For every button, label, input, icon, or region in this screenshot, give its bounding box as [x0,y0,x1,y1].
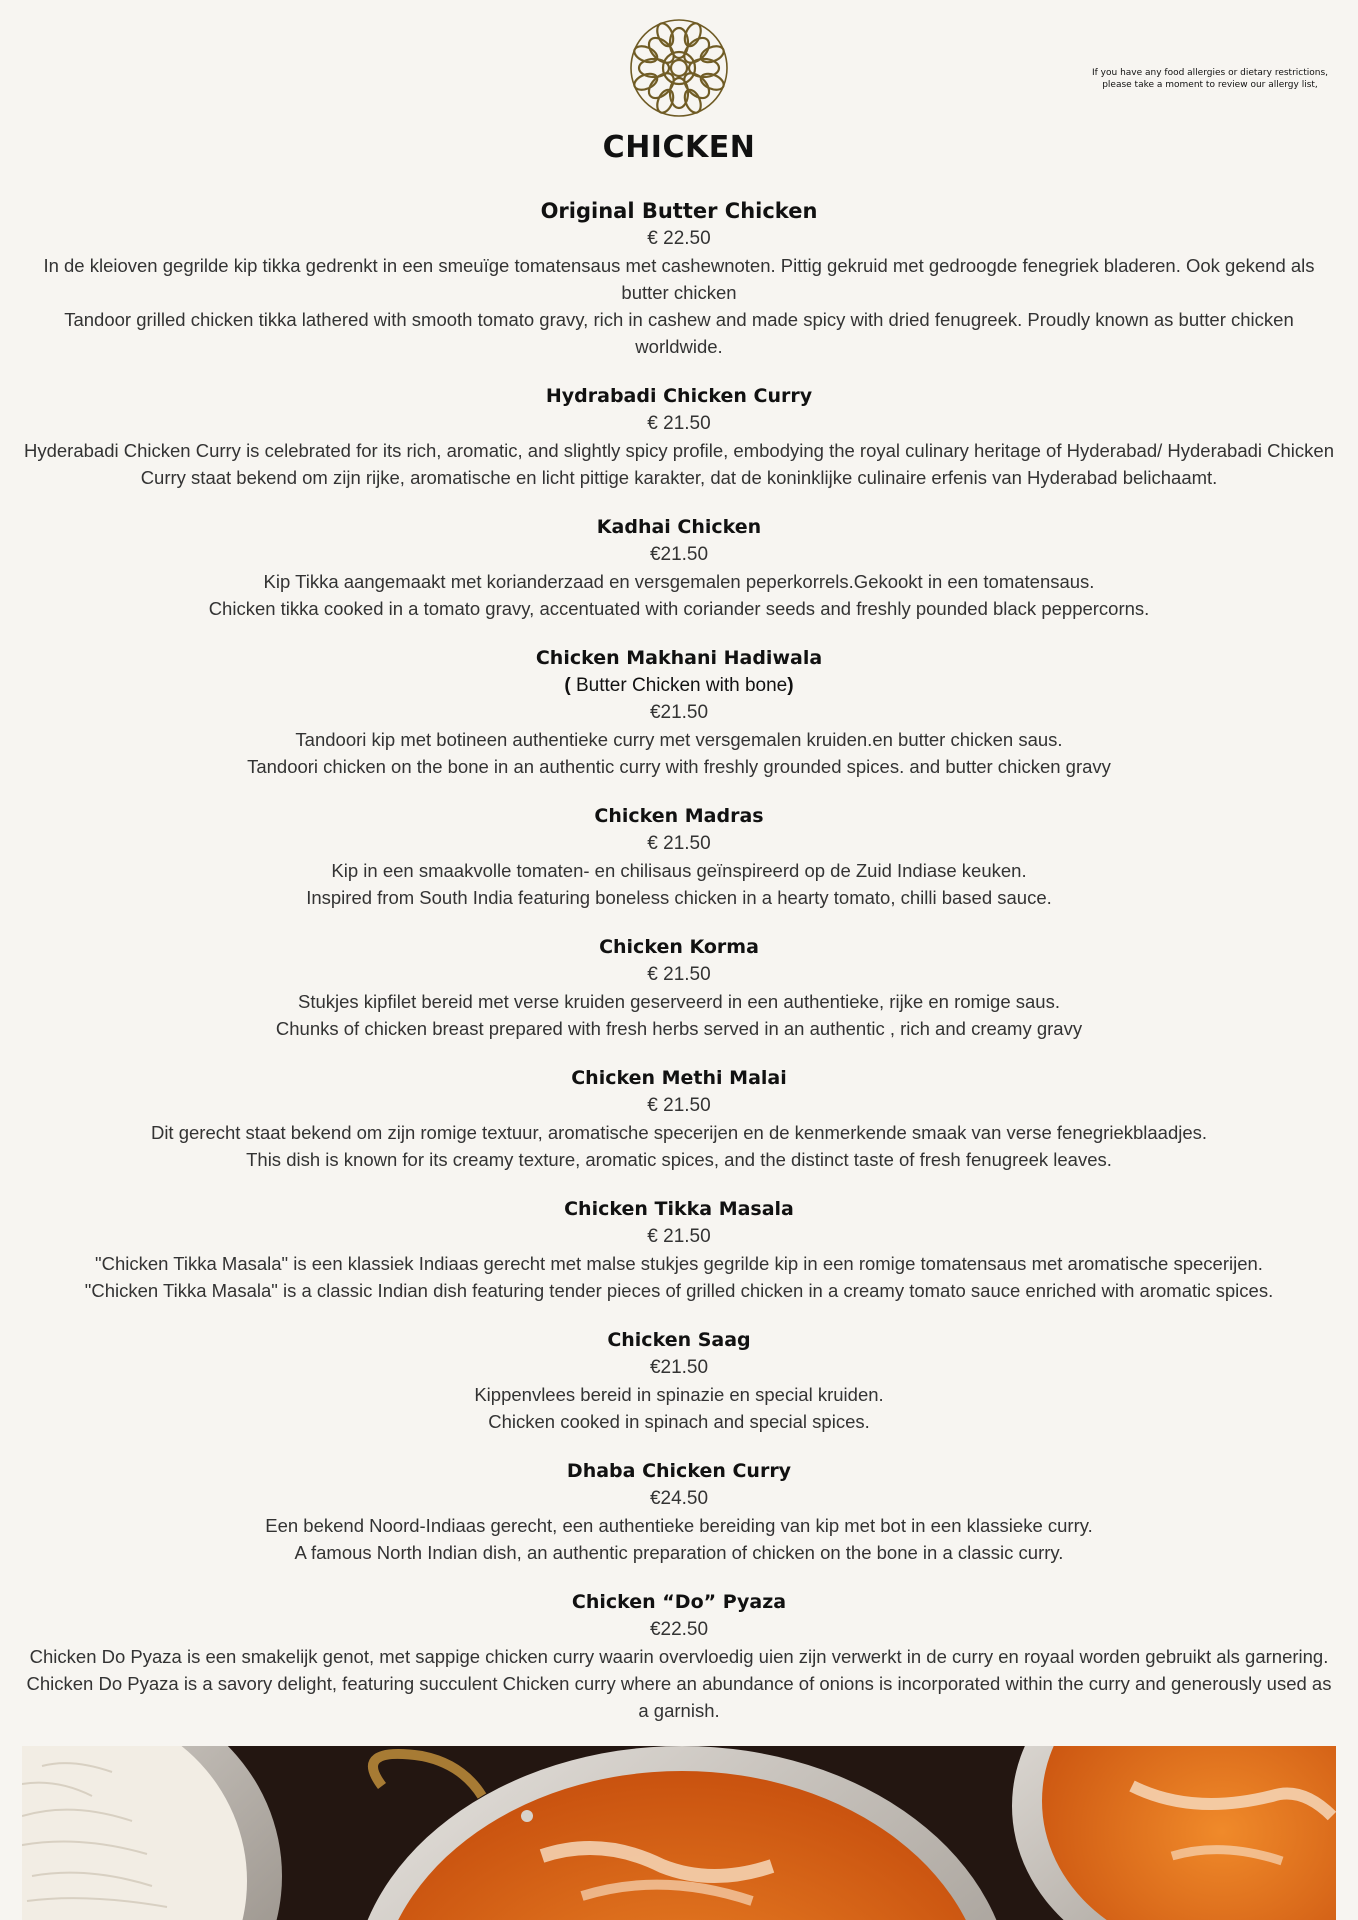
dish-item [20,1065,1338,1173]
dish-description-nl: In de kleioven gegrilde kip tikka gedrenkt in een smeuïge tomatensaus met cashewnoten. Pittig gekruid met gedroogde fenegriek bladeren. Ook gekend als butter chicken [43,255,1315,303]
dish-subtitle [20,672,1338,699]
dish-name: Original Butter Chicken [540,199,818,223]
dish-price: €21.50 [649,702,709,723]
dish-description-en: Chicken cooked in spinach and special spices. [488,1411,870,1432]
dish-description-nl: Een bekend Noord-Indiaas gerecht, een authentieke bereiding van kip met bot in een klassieke curry. [265,1515,1093,1536]
dish-price: € 21.50 [647,964,711,985]
dish-description-nl: Kip in een smaakvolle tomaten- en chilisaus geïnspireerd op de Zuid Indiase keuken. [331,860,1027,881]
dish-list [20,198,1338,1747]
dish-price: € 21.50 [647,1095,711,1116]
dish-description-nl: Kippenvlees bereid in spinazie en special kruiden. [474,1384,884,1405]
dish-price: €21.50 [649,1357,709,1378]
allergy-note: If you have any food allergies or dietary restrictions, please take a moment to review our allergy list, [1091,68,1329,90]
dish-name: Kadhai Chicken [596,516,762,538]
dish-description-en: "Chicken Tikka Masala" is a classic Indian dish featuring tender pieces of grilled chicken in a creamy tomato sauce enriched with aromatic spices. [84,1280,1274,1301]
page-title: CHICKEN [602,130,756,165]
dish-description-en: Chunks of chicken breast prepared with fresh herbs served in an authentic , rich and creamy gravy [275,1018,1083,1039]
dish-name: Hydrabadi Chicken Curry [545,385,813,407]
dish-price: € 22.50 [647,228,711,249]
dish-item [20,934,1338,1042]
dish-price: € 21.50 [647,413,711,434]
dish-description-en: Inspired from South India featuring boneless chicken in a hearty tomato, chilli based sauce. [306,887,1052,908]
food-photo [22,1746,1336,1920]
dish-description-nl: Tandoori kip met botineen authentieke curry met versgemalen kruiden.en butter chicken saus. [295,729,1063,750]
dish-item [20,514,1338,622]
dish-name: Chicken Makhani Hadiwala [535,647,823,669]
dish-item [20,803,1338,911]
dish-price: €24.50 [649,1488,709,1509]
dish-item [20,383,1338,491]
paren-close: ) [787,675,794,696]
dish-description-en: Tandoor grilled chicken tikka lathered with smooth tomato gravy, rich in cashew and made spicy with dried fenugreek. Proudly known as butter chicken worldwide. [64,309,1294,357]
dish-description-en: Tandoori chicken on the bone in an authentic curry with freshly grounded spices. and butter chicken gravy [247,756,1111,777]
dish-item [20,1589,1338,1724]
dish-description-nl: Kip Tikka aangemaakt met korianderzaad en versgemalen peperkorrels.Gekookt in een tomatensaus. [263,571,1095,592]
dish-name: Chicken Madras [594,805,764,827]
dish-description-en: Chicken Do Pyaza is a savory delight, featuring succulent Chicken curry where an abundance of onions is incorporated within the curry and generously used as a garnish. [26,1673,1332,1721]
dish-item [20,1196,1338,1304]
dish-price: €22.50 [649,1619,709,1640]
dish-name: Dhaba Chicken Curry [566,1460,792,1482]
paren-open: ( [564,675,571,696]
dish-price: € 21.50 [647,1226,711,1247]
dish-price: €21.50 [649,544,709,565]
dish-name: Chicken Saag [607,1329,751,1351]
dish-description-en: A famous North Indian dish, an authentic preparation of chicken on the bone in a classic curry. [294,1542,1064,1563]
dish-description: Hyderabadi Chicken Curry is celebrated for its rich, aromatic, and slightly spicy profile, embodying the royal culinary heritage of Hyderabad/ Hyderabadi Chicken Curry staat bekend om zijn rijke, aromatische en licht pittige karakter, dat de koninklijke culinaire erfenis van Hyderabad belichaamt. [23,440,1334,488]
dish-item [20,645,1338,780]
mandala-logo-icon [627,16,731,120]
dish-description-nl: Dit gerecht staat bekend om zijn romige textuur, aromatische specerijen en de kenmerkende smaak van verse fenegriekblaadjes. [150,1122,1208,1143]
dish-name: Chicken Korma [599,936,759,958]
dish-item [20,1327,1338,1435]
dish-description-nl: "Chicken Tikka Masala" is een klassiek Indiaas gerecht met malse stukjes gegrilde kip in een romige tomatensaus met aromatische specerijen. [95,1253,1263,1274]
dish-name: Chicken Tikka Masala [564,1198,794,1220]
dish-description-en: This dish is known for its creamy texture, aromatic spices, and the distinct taste of fresh fenugreek leaves. [246,1149,1112,1170]
dish-item [20,198,1338,360]
dish-description-nl: Chicken Do Pyaza is een smakelijk genot, met sappige chicken curry waarin overvloedig uien zijn verwerkt in de curry en royaal worden gebruikt als garnering. [29,1646,1329,1667]
dish-description-nl: Stukjes kipfilet bereid met verse kruiden geserveerd in een authentieke, rijke en romige saus. [298,991,1060,1012]
dish-name: Chicken “Do” Pyaza [571,1591,787,1613]
dish-price: € 21.50 [647,833,711,854]
dish-name: Chicken Methi Malai [571,1067,787,1089]
dish-item [20,1458,1338,1566]
dish-description-en: Chicken tikka cooked in a tomato gravy, accentuated with coriander seeds and freshly pounded black peppercorns. [208,598,1150,619]
dish-subtitle-text: Butter Chicken with bone [570,675,788,696]
